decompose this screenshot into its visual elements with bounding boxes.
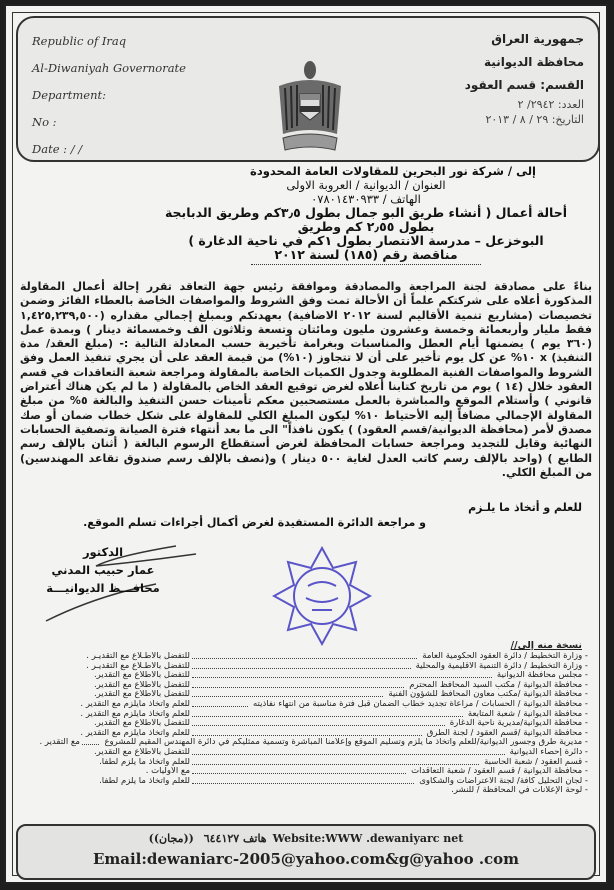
department-en: Department: xyxy=(32,88,106,102)
letter-body: بناءً على مصادقة لجنة المراجعة والمصادقة وموافقة رئيس جهة التعاقد تقرر إحالة أعمال المقاولة المذكورة أعلاه على شركتكم علماً أن الأحالة تمت وفق الشروط والمواصفات الخاصة بالعطاء الفائز وضمن تخصيصات (مشاريع تنمية الأقاليم لسنة ٢٠١٢ الاضافية) بعهدتكم وبمبلغ إجمالي مقداره (١,٤٢٥,٢٣٩,٥٠٠ فقط مليار وأربعمائة وخمسة وعشرون مليون ومائتان وتسعة وثلاثون الف وخمسمائة دينار ) وبمدة عمل (٣٦٠ يوم ) يضمنها أيام العطل والمناسبات وبغرامة تأخيرية حسب المعادلة التالية :- (مبلغ العقد/ مدة التنفيذ) x ١٠% عن كل يوم تأخير على أن لا تتجاوز (١٠%) من قيمة العقد على أن يجري تنفيذ العمل وفق الشروط والمواصفات الفنية المطلوبة وجدول الكميات الخاصة بالمقاولة ومراجعة شعبة التعاقدات في قسم العقود خلال (١٤ ) يوم من تاريخ كتابنا أعلاه لغرض توقيع العقد الخاص بالمقاولة ( ما لم يكن هناك أعتراض قانوني ) وأستلام الموقع والمباشرة بالعمل مستصحبين معكم تأمينات حسن التنفيذ والبالغة ٥% من مبلغ المقاولة الإجمالي مضافاً إليه الأحتياط ١٠% ليكون المبلغ الكلي للمقاولة على شكل خطاب ضمان أو صك مصدق لأمر (محافظة الديوانية/قسم العقود) ) يكون نافذاً" الى ما بعد أنتهاء فترة الصيانة وتصفية الحسابات النهائية وقابل للتجديد ومراجعة حسابات المحافظة لغرض أستقطاع الرسوم البالغة ( أثنان بالإلف رسم الطابع ) (واحد بالإلف رسم كاتب العدل لغاية ٥٠٠ دينار ) و(نصف بالإلف رسم صندوق تقاعد المهندسين) من المبلغ الكلي. xyxy=(20,280,593,479)
iraq-eagle-emblem-icon xyxy=(273,56,347,156)
letterhead xyxy=(16,16,600,162)
footer-email[interactable]: Email:dewaniarc-2005@yahoo.com&g@yahoo .com xyxy=(92,850,520,868)
closing-line-2: و مراجعة الدائرة المستفيدة لغرض أكمال أجراءات تسلم الموقع. xyxy=(83,516,426,529)
dotted-divider xyxy=(251,264,481,265)
governorate-ar: محافظة الديوانية xyxy=(484,55,584,69)
department-ar: القسم: قسم العقود xyxy=(464,78,584,92)
address-block xyxy=(156,164,576,265)
republic-ar: جمهورية العراق xyxy=(491,32,584,46)
closing-line: للعلم و أتخاذ ما يلـزم xyxy=(468,501,582,514)
copy-item: - محافظة الديوانية/مديرية ناحية الدغارة للتفضل بالاطلاع مع التقدير. xyxy=(93,719,588,729)
copy-item: - محافظة الديوانية / قسم العقود / شعبة التعاقدات مع الأوليات . xyxy=(145,767,588,777)
arabic-header xyxy=(465,28,584,127)
copies-list xyxy=(20,652,588,796)
signatory-name: عمار حبيب المدني xyxy=(51,563,155,577)
date-en: Date : / / xyxy=(32,142,83,156)
copy-item: - محافظة الديوانية / الحسابات / مراعاة تجديد خطاب الضمان قبل فترة مناسبة من انتهاء نفاذيته للعلم واتخاذ مايلزم مع التقدير . xyxy=(80,699,588,709)
copy-item: - وزارة التخطيط / دائرة العقود الحكومية العامة للتفضل بالاطـلاع مع التقديـر . xyxy=(86,652,588,661)
date-ar: التاريخ: ٢٩ / ٨ / ٢٠١٣ xyxy=(485,113,584,126)
copy-item: - لوحة الإعلانات في المحافظة / للنشر. xyxy=(451,786,588,796)
footer-phone: هاتف ٦٤٤١٢٧ xyxy=(203,832,267,845)
copy-item: - وزارة التخطيط / دائرة التنمية الاقليمية والمحلية للتفضل بالاطـلاع مع التقديـر . xyxy=(86,661,588,671)
copy-item: - مجلس محافظة الديوانية للتفضل بالاطلاع مع التقدير. xyxy=(93,671,588,681)
footer-box xyxy=(16,824,596,880)
copy-item: - محافظة الديوانية /مكتب معاون المحافظ للشؤون الفنية للتفضل بالاطلاع مع التقدير. xyxy=(93,690,588,700)
copy-item: - محافظة الديوانية / مكتب السيد المحافظ المحترم للتفضل بالاطلاع مع التقدير. xyxy=(93,680,588,690)
signatory-title: الدكتور xyxy=(82,545,124,559)
number-ar: العدد: ٢٩٤٢/ ٢ xyxy=(517,98,584,111)
governorate-en: Al-Diwaniyah Governorate xyxy=(32,61,186,75)
copy-item: - لجان التحليل كافة/ لجنة الاعتراضات والشكاوى للعلم واتخاذ ما يلزم لطفاً. xyxy=(99,776,588,786)
recipient-location: العنوان / الديوانية / العروبة الاولى xyxy=(286,178,446,192)
copy-item: - محافظة الديوانية /قسم العقود / لجنة الطرق للعلم واتخاذ مايلزم مع التقدير . xyxy=(80,728,588,738)
tender-number: مناقصة رقم (١٨٥) لسنة ٢٠١٢ xyxy=(274,247,458,262)
work-title-line2: البوخزعل – مدرسة الانتصار بطول ١كم في ناحية الدغارة ) xyxy=(188,233,544,248)
copies-heading: نسخة منه إلى// xyxy=(510,640,582,651)
recipient-phone: الهاتف / ٠٧٨٠١٤٣٠٩٣٣ xyxy=(311,192,421,206)
footer-contact xyxy=(18,832,594,845)
signature-block xyxy=(38,543,168,597)
copy-item: - محافظة الديوانية / شعبة المتابعة للعلم واتخاذ مايلزم مع التقدير . xyxy=(80,709,588,719)
footer-website[interactable]: ((مجان))Website:WWW .dewaniyarc net xyxy=(148,832,464,845)
signatory-position: محافـــظ الديوانيـــة xyxy=(46,581,160,595)
official-stamp-icon xyxy=(272,546,372,646)
document-page xyxy=(4,4,608,884)
republic-en: Republic of Iraq xyxy=(32,34,127,48)
english-header xyxy=(32,28,186,163)
copy-item: - قسم العقود / شعبة الحاسبة للعلم واتخاذ ما يلزم لطفاً. xyxy=(99,757,588,767)
recipient: إلى / شركة نور البحرين للمقاولات العامة المحدودة xyxy=(250,164,536,178)
copy-item: - دائرة إحصاء الديوانية للتفضل بالاطلاع مع التقدير. xyxy=(93,747,588,757)
copy-item: - مديرية طرق وجسور الديوانية/للعلم واتخاذ ما يلزم وتسليم الموقع وإعلامنا المباشرة وتسمية ممثليكم في دائرة المهندس المقيم للمشروع مع التقدير . xyxy=(39,738,588,748)
number-en: No : xyxy=(32,115,57,129)
work-title-line1: أحالة أعمال ( أنشاء طريق البو جمال بطول ٣٫٥كم وطريق الدبابجة بطول ٢٫٥٥ كم وطريق xyxy=(164,205,568,234)
